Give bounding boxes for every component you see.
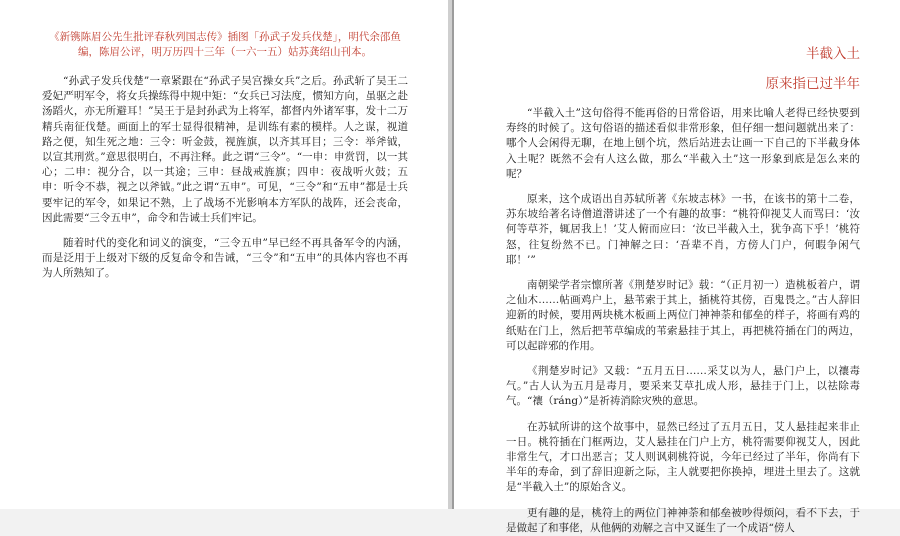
right-paragraph-4: 《荆楚岁时记》又载：“五月五日……采艾以为人，悬门户上，以禳毒气。”古人认为五月是毒月，要采来艾草扎成人形，悬挂于门上，以祛除毒气。“禳（ráng）”是祈祷消除灾殃的意思。 [506, 365, 860, 408]
left-paragraph-1: “孙武子发兵伐楚”一章紧跟在“孙武子吴宫操女兵”之后。孙武斩了吴王二爱妃严明军令，将女兵操练得中规中矩：“女兵已习法度，惯知方向，虽驱之赴汤蹈火，亦无所避耳！”吴王于是封孙武为上将军，都督内外诸军事，发十二万精兵南征伐楚。画面上的军士显得很精神，是训练有素的模样。人之谋，视道路之便，知生死之地：三令：听金鼓，视旌旗，以齐其耳目；三令：举斧钺，以宣其刑赏。”意思很明白，不再注释。此之谓“三令”。“一申：申赏罚，以一其心；二申：视分合，以一其途；三申：昼战戒旌旗；四申：夜战听火鼓；五申：听令不恭，视之以斧钺。”此之谓“五申”。可见，“三令”和“五申”都是士兵要牢记的军令，如果记不熟，上了战场不光影响本方军队的战阵，还会丧命，因此需要“三令五申”，命令和告诫士兵们牢记。 [42, 75, 408, 224]
section-title: 半截入土 [806, 46, 860, 62]
left-paragraph-2: 随着时代的变化和词义的演变，“三令五申”早已经不再具备军令的内涵，而是泛用于上级对下级的反复命令和告诫，“三令”和“五申”的具体内容也不再为人所熟知了。 [42, 237, 408, 280]
right-paragraph-6: 更有趣的是，桃符上的两位门神神荼和郁垒被吵得烦闷，看不下去，于是做起了和事佬，从他俩的劝解之言中又诞生了一个成语“傍人 [506, 506, 860, 534]
left-page [0, 0, 448, 509]
right-paragraph-2: 原来，这个成语出自苏轼所著《东坡志林》一书，在该书的第十二卷，苏东坡给著名诗僧道潜讲述了一个有趣的故事：“桃符仰视艾人而骂曰：‘汝何等草芥，辄居我上！’艾人俯而应曰：‘汝已半截入土，犹争高下乎！’桃符怒，往复纷然不已。门神解之曰：‘吾辈不肖，方傍人门户，何暇争闲气耶！’” [506, 193, 860, 266]
right-page [454, 0, 900, 534]
right-paragraph-5: 在苏轼所讲的这个故事中，显然已经过了五月五日，艾人悬挂起来非止一日。桃符插在门框两边，艾人悬挂在门户上方，桃符需要仰视艾人，因此非常生气，才口出恶言；艾人则讽刺桃符说，今年已经过了半年，你尚有下半年的寿命，到了辞旧迎新之际，主人就要把你换掉，埋进土里去了。这就是“半截入土”的原始含义。 [506, 420, 860, 494]
right-paragraph-3: 南朝梁学者宗懔所著《荆楚岁时记》载：“（正月初一）造桃板着户，谓之仙木……帖画鸡户上，悬苇索于其上，插桃符其傍，百鬼畏之。”古人辞旧迎新的时候，要用两块桃木板画上两位门神神荼和郁垒的样子，将画有鸡的纸贴在门上，然后把苇草编成的苇索悬挂于其上，再把桃符插在门的两边，可以起辟邪的作用。 [506, 279, 860, 352]
illustration-caption: 《新镌陈眉公先生批评春秋列国志传》插图「孙武子发兵伐楚」，明代余邵鱼编，陈眉公评，明万历四十三年（一六一五）姑苏龚绍山刊本。 [49, 31, 401, 58]
right-paragraph-1: “半截入土”这句俗得不能再俗的日常俗语，用来比喻人老得已经快要到寿终的时候了。这句俗语的描述看似非常形象，但仔细一想问题就出来了：哪个人会闲得无聊，在地上刨个坑，然后站进去让画一下自己的下半截身体入土呢？既然不会有人这么做，那么“半截入土”这一形象到底是怎么来的呢？ [506, 107, 860, 180]
section-subtitle: 原来指已过半年 [765, 76, 860, 92]
